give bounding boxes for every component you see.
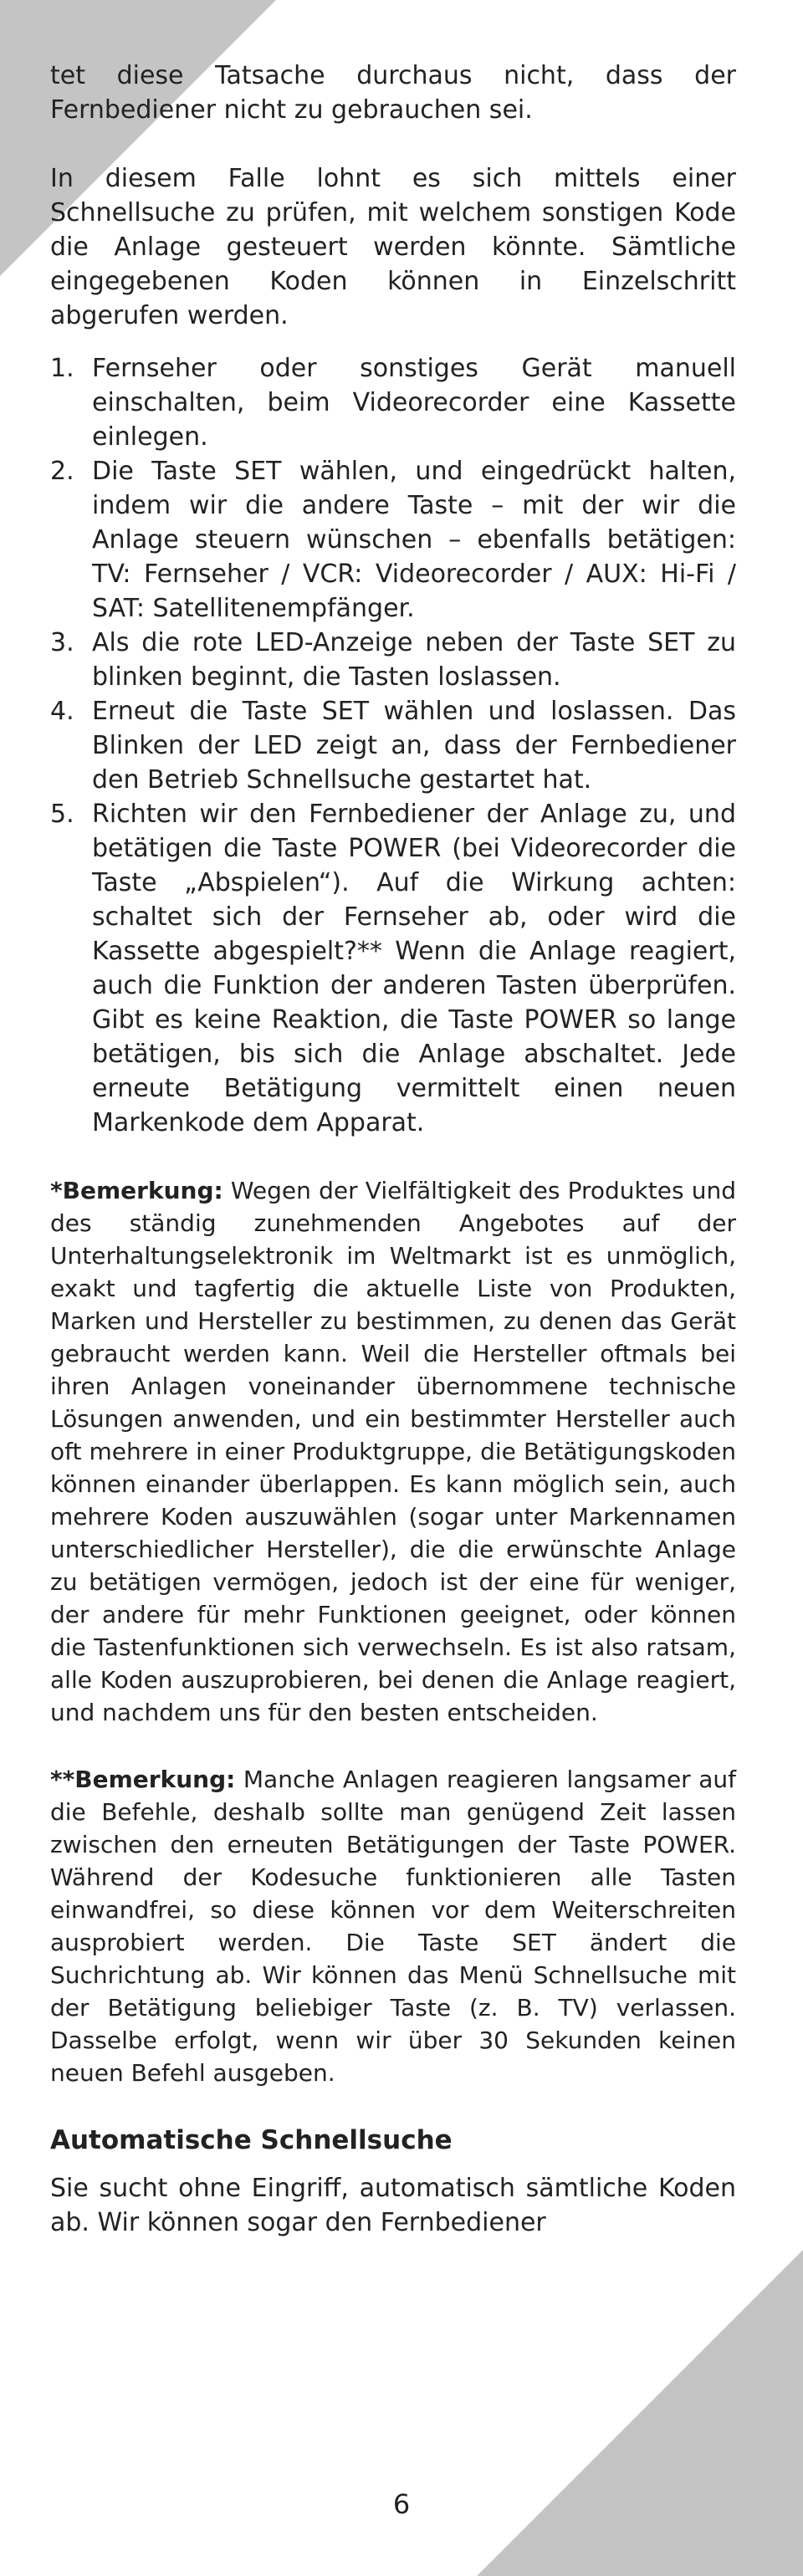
note-label: *Bemerkung: [50,1177,223,1204]
step-text: Die Taste SET wählen, und eingedrückt halten, indem wir die andere Taste – mit der wir die Anlage steuern wünschen – ebenfalls betätigen: TV: Fernseher / VCR: Videorecorder / AUX: Hi-Fi / SAT: Satellitenempfänger. [92,457,736,623]
step-text: Fernseher oder sonstiges Gerät manuell einschalten, beim Videorecorder eine Kassette einlegen. [92,354,736,452]
page-number: 6 [392,2488,411,2520]
step-text: Als die rote LED-Anzeige neben der Taste SET zu blinken beginnt, die Tasten loslassen. [92,628,736,692]
step-item [50,797,736,1140]
corner-decoration-bottom-right [477,2250,803,2576]
step-item [50,351,736,454]
note-text: Wegen der Vielfältigkeit des Produktes und des ständig zunehmenden Angebotes auf der Unterhaltungselektronik im Weltmarkt ist es unmöglich, exakt und tagfertig die aktuelle Liste von Produkten, Marken und Hersteller zu bestimmen, zu denen das Gerät gebraucht werden kann. Weil die Hersteller oftmals bei ihren Anlagen voneinander übernommene technische Lösungen anwenden, und ein bestimmter Hersteller auch oft mehrere in einer Produktgruppe, die Betätigungskoden können einander überlappen. Es kann möglich sein, auch mehrere Koden auszuwählen (sogar unter Markennamen unterschiedlicher Hersteller), die die erwünschte Anlage zu betätigen vermögen, jedoch ist der eine für weniger, der andere für mehr Funktionen geeignet, oder können die Tastenfunktionen sich verwechseln. Es ist also ratsam, alle Koden auszuprobieren, bei denen die Anlage reagiert, und nachdem uns für den besten entscheiden. [50,1177,736,1726]
manual-page [50,59,736,2240]
step-number: 2. [50,457,74,486]
step-item [50,626,736,694]
note-remark-1 [50,1174,736,1729]
note-remark-2 [50,1763,736,2089]
step-item [50,694,736,797]
step-text: Erneut die Taste SET wählen und loslassen. Das Blinken der LED zeigt an, dass der Fernbediener den Betrieb Schnellsuche gestartet hat. [92,697,736,795]
section-paragraph: Sie sucht ohne Eingriff, automatisch sämtliche Koden ab. Wir können sogar den Fernbediener [50,2174,736,2237]
step-number: 4. [50,697,74,726]
step-item [50,454,736,626]
section-heading: Automatische Schnellsuche [50,2125,453,2155]
step-text: Richten wir den Fernbediener der Anlage zu, und betätigen die Taste POWER (bei Videorecorder die Taste „Abspielen“). Auf die Wirkung achten: schaltet sich der Fernseher ab, oder wird die Kassette abgespielt?** Wenn die Anlage reagiert, auch die Funktion der anderen Tasten überprüfen. Gibt es keine Reaktion, die Taste POWER so lange betätigen, bis sich die Anlage abschaltet. Jede erneute Betätigung vermittelt einen neuen Markenkode dem Apparat. [92,800,736,1137]
step-number: 1. [50,354,74,383]
step-number: 3. [50,628,74,657]
intro-paragraph-1: tet diese Tatsache durchaus nicht, dass der Fernbediener nicht zu gebrauchen sei. [50,61,736,125]
steps-list [50,351,736,1140]
step-number: 5. [50,800,74,829]
intro-paragraph-2: In diesem Falle lohnt es sich mittels einer Schnellsuche zu prüfen, mit welchem sonstigen Kode die Anlage gesteuert werden könnte. Sämtliche eingegebenen Koden können in Einzelschritt abgerufen werden. [50,164,736,330]
note-label: **Bemerkung: [50,1766,236,1793]
note-text: Manche Anlagen reagieren langsamer auf die Befehle, deshalb sollte man genügend Zeit lassen zwischen den erneuten Betätigungen der Taste POWER. Während der Kodesuche funktionieren alle Tasten einwandfrei, so diese können vor dem Weiterschreiten ausprobiert werden. Die Taste SET ändert die Suchrichtung ab. Wir können das Menü Schnellsuche mit der Betätigung beliebiger Taste (z. B. TV) verlassen. Dasselbe erfolgt, wenn wir über 30 Sekunden keinen neuen Befehl ausgeben. [50,1766,736,2087]
